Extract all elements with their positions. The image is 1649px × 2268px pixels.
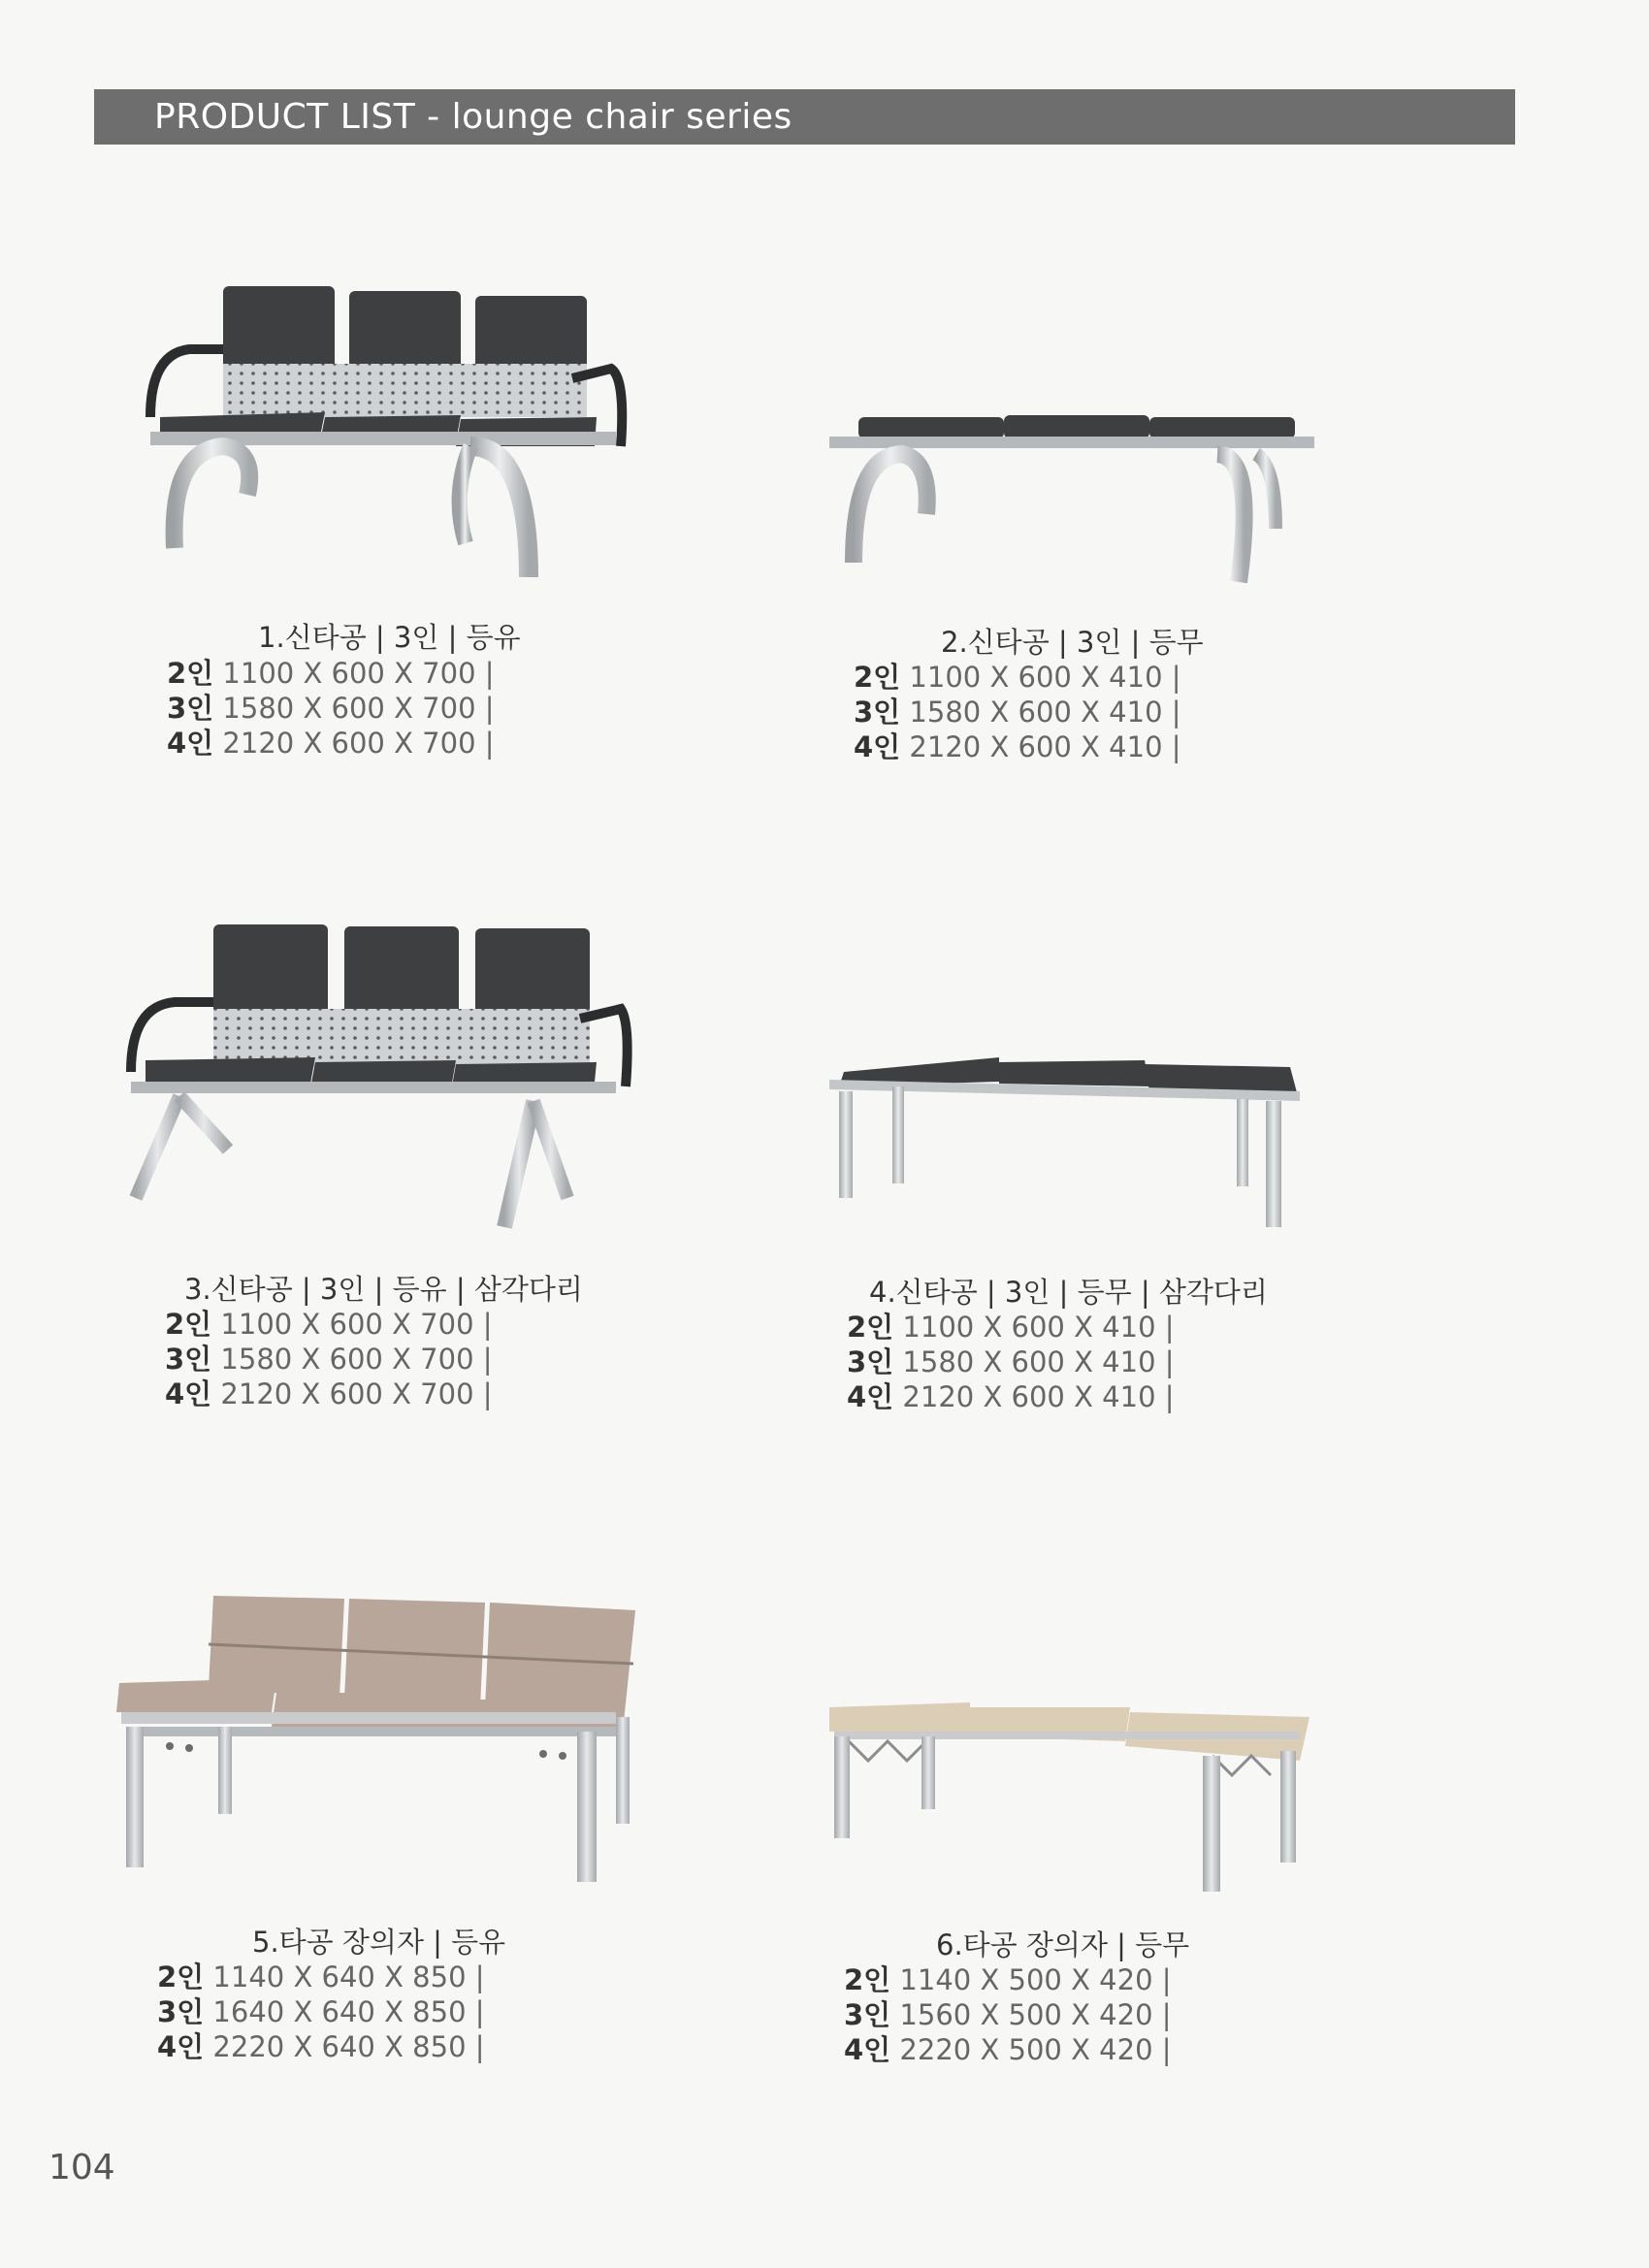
spec-dims: 2120 X 600 X 700 | bbox=[222, 727, 495, 760]
spec-seats: 3인 bbox=[844, 1998, 891, 2031]
spec-seats: 2인 bbox=[844, 1963, 891, 1996]
spec-seats: 3인 bbox=[854, 696, 901, 729]
spec-dims: 1100 X 600 X 700 | bbox=[222, 657, 495, 690]
spec-seats: 2인 bbox=[157, 1960, 205, 1993]
spec-seats: 2인 bbox=[847, 1311, 894, 1344]
spec-row bbox=[854, 656, 1181, 696]
spec-row bbox=[854, 691, 1181, 730]
product-1-image bbox=[131, 272, 645, 592]
spec-row bbox=[847, 1376, 1175, 1415]
spec-row bbox=[167, 687, 495, 727]
spec-row bbox=[844, 1959, 1172, 1998]
spec-row bbox=[165, 1373, 493, 1412]
spec-seats: 2인 bbox=[854, 661, 901, 694]
spec-seats: 4인 bbox=[157, 2030, 205, 2063]
spec-row bbox=[167, 652, 495, 692]
page-title: PRODUCT LIST - lounge chair series bbox=[154, 97, 792, 137]
spec-dims: 2120 X 600 X 410 | bbox=[909, 730, 1181, 763]
spec-dims: 2220 X 500 X 420 | bbox=[899, 2033, 1172, 2066]
page-number: 104 bbox=[48, 2148, 115, 2187]
product-title: 3.신타공 | 3인 | 등유 | 삼각다리 bbox=[184, 1273, 583, 1306]
bench-backless-icon bbox=[829, 407, 1324, 592]
product-title: 4.신타공 | 3인 | 등무 | 삼각다리 bbox=[869, 1276, 1268, 1309]
product-3-image bbox=[116, 917, 645, 1237]
spec-dims: 1140 X 500 X 420 | bbox=[899, 1963, 1172, 1996]
spec-dims: 2120 X 600 X 700 | bbox=[220, 1377, 493, 1410]
bench-with-back-icon bbox=[112, 1591, 640, 1892]
spec-row bbox=[157, 1956, 485, 1995]
spec-seats: 3인 bbox=[157, 1995, 205, 2028]
spec-dims: 2120 X 600 X 410 | bbox=[902, 1380, 1175, 1413]
spec-row bbox=[157, 2025, 485, 2065]
spec-row bbox=[165, 1338, 493, 1377]
spec-seats: 2인 bbox=[167, 657, 214, 690]
product-title: 1.신타공 | 3인 | 등유 bbox=[258, 621, 521, 654]
spec-dims: 1100 X 600 X 410 | bbox=[909, 661, 1181, 694]
spec-seats: 3인 bbox=[847, 1345, 894, 1378]
bench-with-back-icon bbox=[116, 917, 645, 1237]
product-6-image bbox=[824, 1702, 1319, 1896]
spec-row bbox=[165, 1303, 493, 1343]
spec-seats: 4인 bbox=[844, 2033, 891, 2066]
spec-seats: 3인 bbox=[167, 692, 214, 725]
spec-seats: 4인 bbox=[854, 730, 901, 763]
spec-dims: 1580 X 600 X 700 | bbox=[220, 1343, 493, 1376]
spec-seats: 2인 bbox=[165, 1308, 212, 1341]
spec-seats: 4인 bbox=[167, 727, 214, 760]
spec-row bbox=[844, 2028, 1172, 2068]
spec-row bbox=[167, 722, 495, 761]
product-5-image bbox=[112, 1591, 640, 1892]
header-bar bbox=[94, 89, 1515, 145]
bench-backless-icon bbox=[824, 1053, 1310, 1237]
spec-row bbox=[847, 1341, 1175, 1380]
spec-dims: 1580 X 600 X 410 | bbox=[902, 1345, 1175, 1378]
spec-row bbox=[847, 1306, 1175, 1345]
spec-seats: 4인 bbox=[165, 1377, 212, 1410]
product-title: 6.타공 장의자 | 등무 bbox=[936, 1928, 1190, 1961]
product-4-image bbox=[824, 1053, 1310, 1237]
product-title: 5.타공 장의자 | 등유 bbox=[252, 1926, 506, 1959]
bench-backless-icon bbox=[824, 1702, 1319, 1896]
spec-dims: 1560 X 500 X 420 | bbox=[899, 1998, 1172, 2031]
spec-dims: 1580 X 600 X 410 | bbox=[909, 696, 1181, 729]
spec-dims: 2220 X 640 X 850 | bbox=[212, 2030, 485, 2063]
spec-dims: 1640 X 640 X 850 | bbox=[212, 1995, 485, 2028]
spec-dims: 1100 X 600 X 700 | bbox=[220, 1308, 493, 1341]
product-title: 2.신타공 | 3인 | 등무 bbox=[941, 626, 1204, 659]
bench-with-back-icon bbox=[131, 272, 645, 592]
spec-dims: 1140 X 640 X 850 | bbox=[212, 1960, 485, 1993]
spec-dims: 1100 X 600 X 410 | bbox=[902, 1311, 1175, 1344]
spec-dims: 1580 X 600 X 700 | bbox=[222, 692, 495, 725]
spec-row bbox=[844, 1993, 1172, 2033]
spec-seats: 4인 bbox=[847, 1380, 894, 1413]
spec-seats: 3인 bbox=[165, 1343, 212, 1376]
spec-row bbox=[157, 1991, 485, 2030]
spec-row bbox=[854, 726, 1181, 765]
product-2-image bbox=[829, 407, 1324, 592]
